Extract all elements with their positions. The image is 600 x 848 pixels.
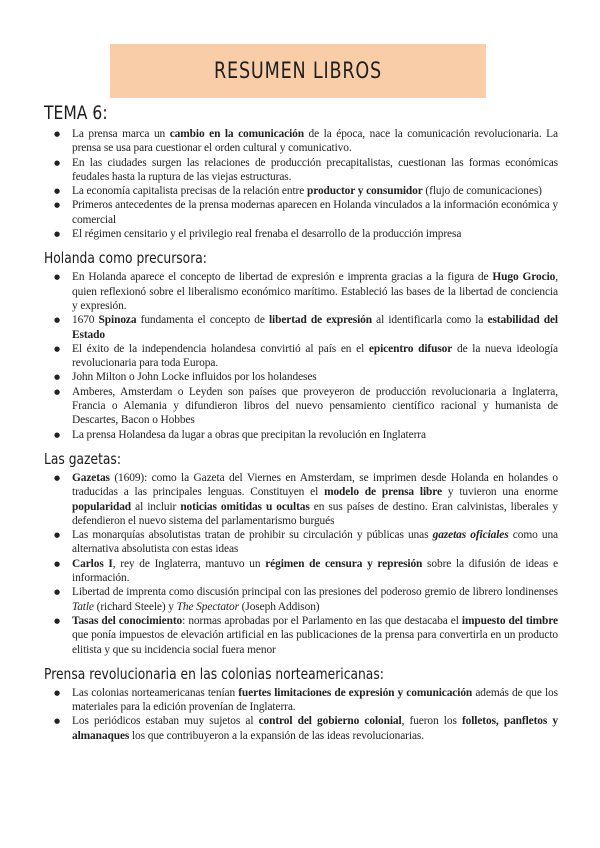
title-banner (110, 44, 486, 98)
list-item (72, 557, 558, 586)
list-item (72, 428, 558, 442)
emphasis-text: productor y consumidor (306, 185, 423, 198)
item-text: (Joseph Addison) (238, 600, 320, 613)
emphasis-text: régimen de censura y represión (265, 557, 423, 570)
item-text: En las ciudades surgen las relaciones de producción precapitalistas, cuestionan las formas económicas feudales hasta la ruptura de las viejas estructuras. (72, 156, 558, 183)
emphasis-text: epicentro difusor (368, 342, 453, 355)
list-item (72, 156, 558, 185)
item-text: El régimen censitario y el privilegio real frenaba el desarrollo de la producción impresa (72, 228, 462, 241)
item-text: : normas aprobadas por el Parlamento en las que destacaba el (182, 614, 462, 627)
list-item (72, 227, 558, 241)
emphasis-text: gazetas oficiales (432, 529, 509, 542)
emphasis-text: popularidad (72, 500, 132, 513)
item-text: , quien reflexionó sobre el liberalismo económico marítimo. Estableció las bases de la libertad de conciencia y expresión. (72, 271, 559, 312)
document-body (44, 102, 558, 743)
item-text: Las monarquías absolutistas tratan de prohibir su circulación y públicas unas (72, 529, 433, 542)
emphasis-text: cambio en la comunicación (169, 128, 304, 140)
section-title-tema-6: TEMA 6: (44, 102, 108, 124)
emphasis-text: libertad de expresión (268, 314, 372, 327)
item-text: al incluir (131, 500, 181, 513)
list-item (72, 198, 558, 227)
section-title-prensa-revolucionaria: Prensa revolucionaria en las colonias norteamericanas: (44, 664, 384, 683)
item-text: La prensa marca un (72, 128, 170, 140)
item-text: en sus países de destino. Eran calvinistas, liberales y defendieron el nuevo sistema del parlamentarismo burgués (72, 500, 558, 527)
item-text: Las colonias norteamericanas tenían (72, 686, 239, 699)
item-text: además de que los materiales para la edición provenían de Inglaterra. (72, 686, 558, 714)
item-text: Libertad de imprenta como discusión principal con las presiones del poderoso gremio de librero londinenses (72, 586, 558, 599)
emphasis-text: noticias omitidas u ocultas (180, 500, 310, 513)
list-item (72, 342, 558, 371)
emphasis-text: modelo de prensa libre (324, 486, 442, 499)
item-text: y tuvieron una enorme (441, 486, 559, 499)
list-item (72, 313, 558, 342)
list-item (72, 471, 558, 528)
emphasis-text: Hugo Grocio (492, 271, 556, 284)
item-text: (flujo de comunicaciones) (422, 185, 542, 198)
item-text: que ponía impuestos de elevación artificial en las publicaciones de la prensa para convertirla en un producto elitista y que su incidencia social fuera menor (72, 629, 558, 656)
emphasis-text: impuesto del timbre (461, 614, 558, 627)
emphasis-text: Spinoza (98, 314, 137, 327)
item-text: La economía capitalista precisas de la relación entre (72, 185, 307, 198)
item-text: John Milton o John Locke influidos por los holandeses (72, 371, 317, 384)
item-text: , fueron los (401, 715, 462, 728)
item-text: , rey de Inglaterra, mantuvo un (112, 557, 266, 570)
emphasis-text: fuertes limitaciones de expresión y comunicación (238, 686, 473, 699)
emphasis-text: control del gobierno colonial (258, 715, 402, 728)
page-title: RESUMEN LIBROS (214, 58, 382, 84)
list-item (72, 614, 558, 657)
item-text: de la nueva ideología revolucionaria para toda Europa. (72, 342, 558, 370)
section-list-holanda (44, 270, 558, 442)
item-text: los que contribuyeron a la expansión de las ideas revolucionarias. (129, 729, 424, 742)
emphasis-text: estabilidad del Estado (72, 314, 558, 341)
emphasis-text: folletos, panfletos y almanaques (72, 715, 558, 742)
list-item (72, 370, 558, 384)
section-list-tema-6 (44, 127, 558, 241)
list-item (72, 686, 558, 715)
item-text: (richard Steele) y (93, 600, 177, 613)
item-text: (1609): como la Gazeta del Viernes en Amsterdam, se imprimen desde Holanda en holandes o traducidas a las principales lenguas. Constituyen el (72, 471, 558, 499)
list-item (72, 585, 558, 614)
list-item (72, 385, 558, 428)
section-title-holanda: Holanda como precursora: (44, 249, 207, 268)
list-item (72, 714, 558, 743)
section-title-gazetas: Las gazetas: (44, 449, 121, 468)
item-text: fundamenta el concepto de (136, 314, 269, 327)
emphasis-text: The Spectator (176, 600, 239, 613)
item-text: como una alternativa absolutista con estas ideas (72, 529, 558, 556)
item-text: En Holanda aparece el concepto de libertad de expresión e imprenta gracias a la figura de (72, 271, 493, 284)
item-text: El éxito de la independencia holandesa convirtió al país en el (72, 342, 369, 355)
emphasis-text: Tatle (72, 600, 94, 613)
list-item (72, 270, 558, 313)
list-item (72, 184, 558, 198)
emphasis-text: Carlos I (72, 557, 113, 570)
item-text: sobre la difusión de ideas e información. (72, 557, 558, 585)
item-text: de la época, nace la comunicación revolucionaria. La prensa se usa para cuestionar el orden cultural y comunicativo. (72, 128, 558, 155)
item-text: Los periódicos estaban muy sujetos al (72, 715, 259, 728)
list-item (72, 528, 558, 557)
item-text: 1670 (72, 314, 99, 327)
item-text: Amberes, Amsterdam o Leyden son países que proveyeron de producción revolucionaria a Inglaterra, Francia o Alemania y difundieron libros del nuevo pensamiento científico racional y humanista de Descartes, Bacon o Hobbes (72, 385, 558, 427)
item-text: Primeros antecedentes de la prensa modernas aparecen en Holanda vinculados a la información económica y comercial (72, 199, 558, 226)
item-text: al identificarla como la (372, 314, 488, 327)
emphasis-text: Gazetas (72, 471, 110, 484)
section-list-gazetas (44, 471, 558, 657)
list-item (72, 127, 558, 156)
section-list-prensa-revolucionaria (44, 686, 558, 743)
emphasis-text: Tasas del conocimiento (72, 614, 183, 627)
item-text: La prensa Holandesa da lugar a obras que precipitan la revolución en Inglaterra (72, 428, 426, 441)
